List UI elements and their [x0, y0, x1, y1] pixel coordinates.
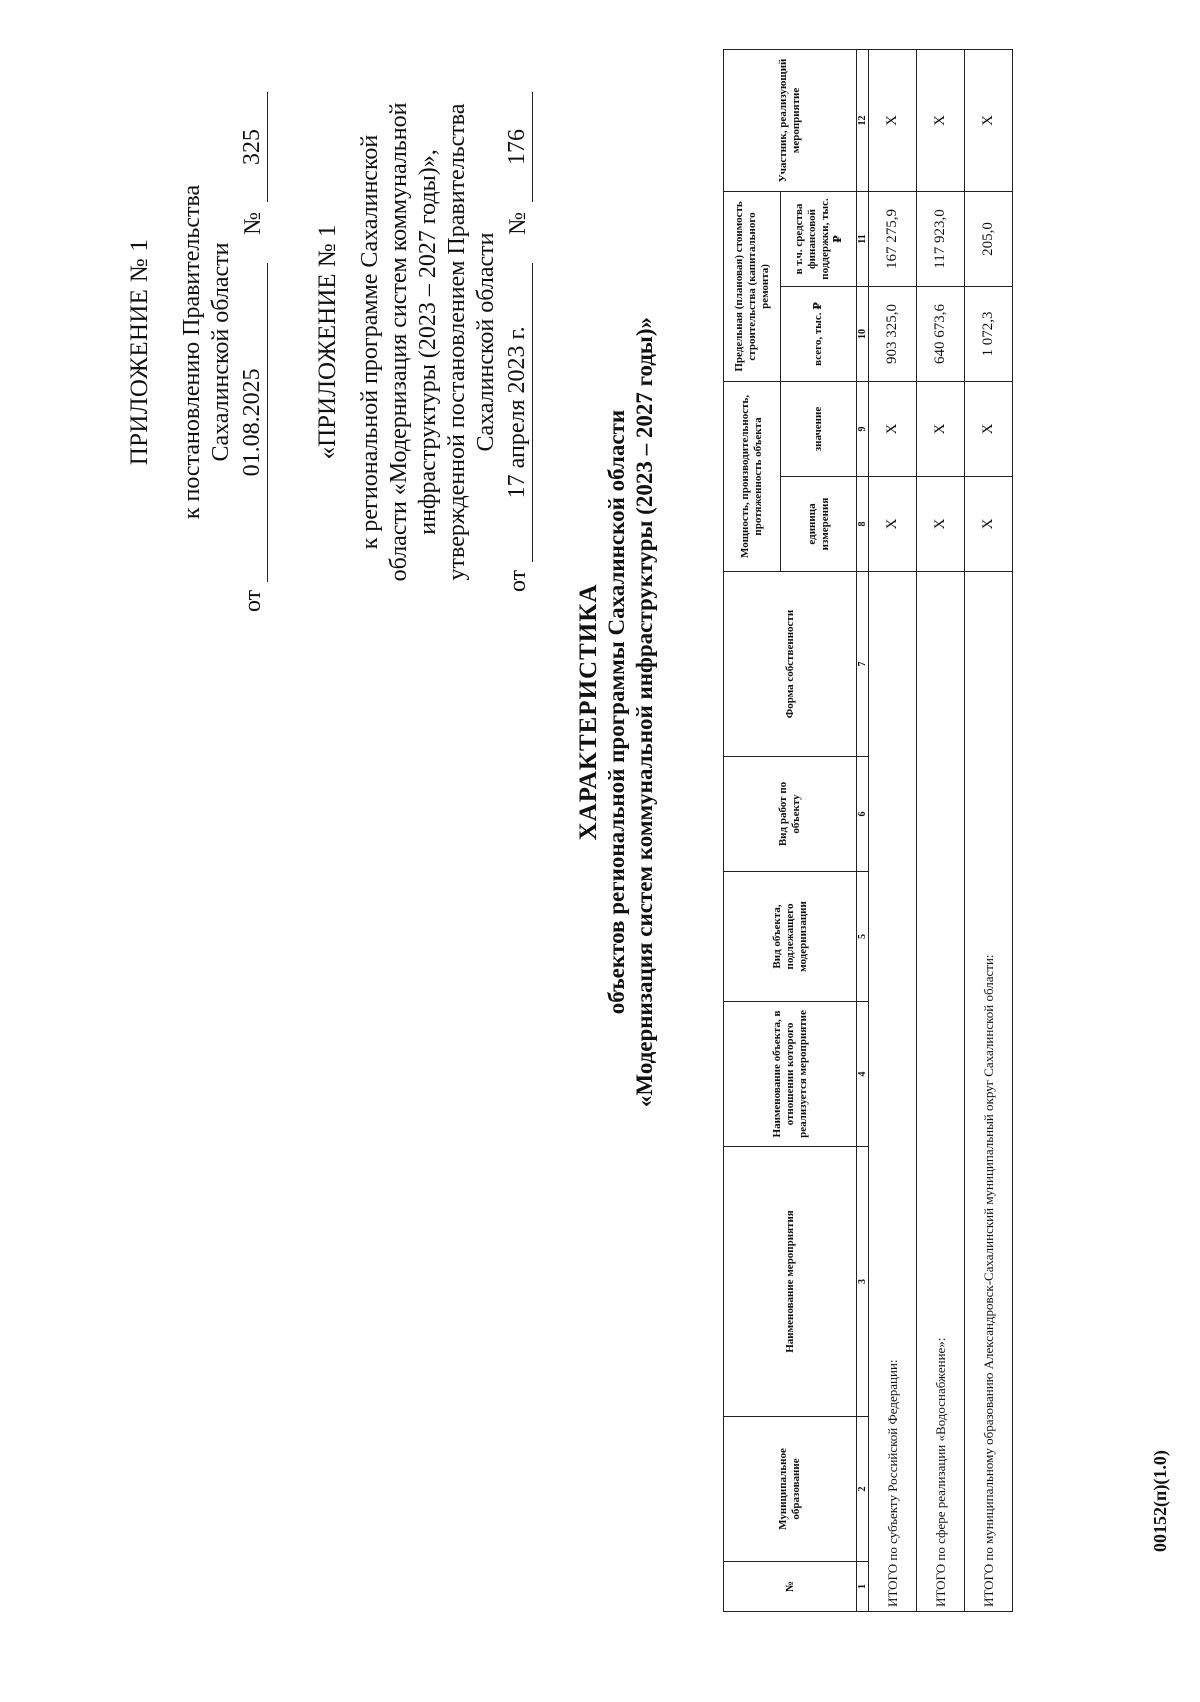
row-participant: X [869, 49, 917, 191]
row-label: ИТОГО по сфере реализации «Водоснабжение»: [917, 572, 965, 1612]
column-index: 10 [857, 286, 869, 381]
row-value: X [917, 381, 965, 476]
header-col10: всего, тыс. ₽ [781, 286, 857, 381]
column-index: 11 [857, 191, 869, 286]
row-unit: X [869, 477, 917, 572]
row-cost-support: 117 923,0 [917, 191, 965, 286]
header-group-cost: Предельная (плановая) стоимость строительства (капитального ремонта) [724, 191, 781, 381]
row-participant: X [965, 49, 1013, 191]
column-index: 4 [857, 1002, 869, 1147]
column-index: 8 [857, 477, 869, 572]
header-col12: Участник, реализующий мероприятие [724, 49, 857, 191]
table-row [917, 49, 965, 1611]
objects-table [723, 49, 1013, 1612]
row-cost-support: 205,0 [965, 191, 1013, 286]
appendix-number: 325 [238, 92, 268, 202]
row-cost-total: 640 673,6 [917, 286, 965, 381]
appendix-date: 01.08.2025 [238, 263, 268, 582]
column-index: 6 [857, 757, 869, 872]
column-index: 2 [857, 1417, 869, 1562]
header-col9: значение [781, 381, 857, 476]
table-row [965, 49, 1013, 1611]
row-label: ИТОГО по субъекту Российской Федерации: [869, 572, 917, 1612]
row-value: X [869, 381, 917, 476]
header-col3: Наименование мероприятия [724, 1147, 857, 1417]
row-unit: X [917, 477, 965, 572]
header-col6: Вид работ по объекту [724, 757, 857, 872]
column-index: 12 [857, 49, 869, 191]
program-from-label: от [505, 569, 531, 592]
document-title-sub2: «Модернизация систем коммунальной инфраструктуры (2023 – 2027 годы)» [632, 316, 657, 1108]
column-index: 3 [857, 1147, 869, 1417]
row-label: ИТОГО по муниципальному образованию Александровск-Сахалинский муниципальный округ Сахалинской области: [965, 572, 1013, 1612]
header-col5: Вид объекта, подлежащего модернизации [724, 872, 857, 1002]
row-cost-total: 903 325,0 [869, 286, 917, 381]
program-number: 176 [503, 92, 533, 202]
program-appendix-title: «ПРИЛОЖЕНИЕ № 1 [314, 224, 341, 460]
program-number-label: № [505, 212, 531, 235]
document-title-sub1: объектов региональной программы Сахалинской области [604, 409, 629, 1015]
program-appendix-text: к региональной программе Сахалинской области «Модернизация систем коммунальной инфраструктуры (2023 – 2027 годы)», утвержденной постановлением Правительства Сахалинской области [357, 102, 499, 582]
row-cost-support: 167 275,9 [869, 191, 917, 286]
row-cost-total: 1 072,3 [965, 286, 1013, 381]
header-col4: Наименование объекта, в отношении которого реализуется мероприятие [724, 1002, 857, 1147]
appendix-line2: Сахалинской области [208, 242, 234, 462]
header-col2: Муниципальное образование [724, 1417, 857, 1562]
column-index: 9 [857, 381, 869, 476]
program-date-row [503, 92, 533, 592]
header-group-capacity: Мощность, производительность, протяженность объекта [724, 381, 781, 571]
column-index-row [857, 49, 869, 1611]
table-header-row [724, 49, 781, 1611]
header-col7: Форма собственности [724, 572, 857, 757]
document-code: 00152(п)(1.0) [1150, 1450, 1170, 1552]
row-value: X [965, 381, 1013, 476]
row-unit: X [965, 477, 1013, 572]
program-header [313, 92, 533, 592]
column-index: 1 [857, 1562, 869, 1612]
appendix-header [125, 92, 268, 612]
appendix-title: ПРИЛОЖЕНИЕ № 1 [126, 238, 153, 466]
document-title [575, 162, 659, 1262]
table-row [869, 49, 917, 1611]
appendix-line1: к постановлению Правительства [179, 184, 205, 520]
appendix-from-label: от [240, 589, 266, 612]
header-col8: единица измерения [781, 477, 857, 572]
column-index: 5 [857, 872, 869, 1002]
program-date: 17 апреля 2023 г. [503, 263, 533, 562]
appendix-number-label: № [240, 212, 266, 235]
document-title-main: ХАРАКТЕРИСТИКА [575, 583, 602, 841]
column-index: 7 [857, 572, 869, 757]
appendix-date-row [238, 92, 268, 612]
row-participant: X [917, 49, 965, 191]
header-col1: № [724, 1562, 857, 1612]
header-col11: в т.ч. средства финансовой поддержки, тыс. ₽ [781, 191, 857, 286]
